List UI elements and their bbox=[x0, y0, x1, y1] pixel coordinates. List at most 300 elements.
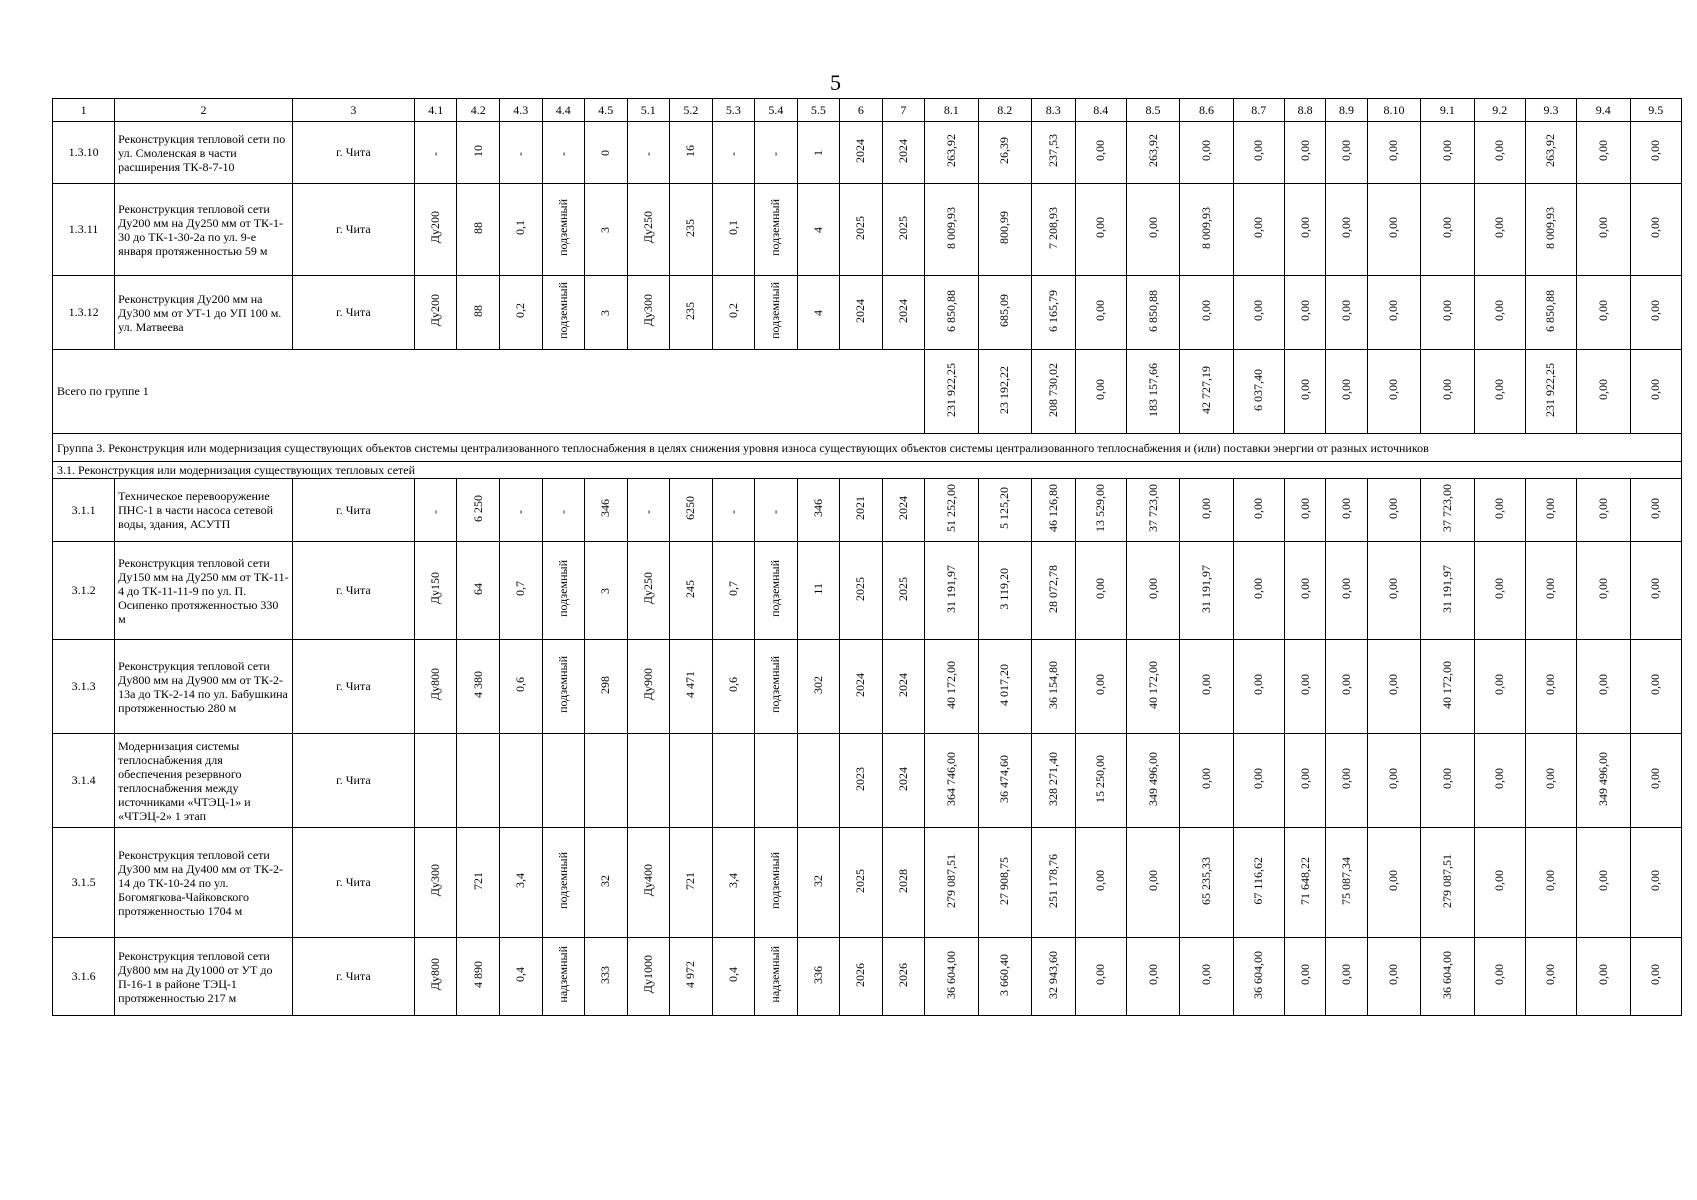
project-name: Реконструкция тепловой сети Ду800 мм на Ду900 мм от ТК-2-13а до ТК-2-14 по ул. Бабушкина протяженностью 280 м bbox=[115, 640, 293, 734]
value-text: 0,00 bbox=[1145, 964, 1160, 985]
value-text: 2023 bbox=[853, 766, 868, 791]
value-cell bbox=[978, 276, 1031, 350]
value-text: 0,00 bbox=[1648, 578, 1663, 599]
value-text: 0,00 bbox=[1251, 578, 1266, 599]
value-cell bbox=[542, 734, 585, 828]
value-text: 0,00 bbox=[1492, 870, 1507, 891]
column-number: 8.2 bbox=[978, 99, 1031, 122]
value-cell bbox=[1180, 640, 1233, 734]
value-text: 0,00 bbox=[1543, 497, 1558, 519]
value-cell bbox=[1284, 938, 1325, 1016]
project-name: Реконструкция тепловой сети Ду200 мм на Ду250 мм от ТК-1-30 до ТК-1-30-2а по ул. 9-е января протяженностью 59 м bbox=[115, 184, 293, 276]
city: г. Чита bbox=[292, 542, 414, 640]
value-text: 2024 bbox=[895, 766, 910, 791]
column-number: 9.3 bbox=[1525, 99, 1576, 122]
value-cell bbox=[627, 122, 670, 184]
value-text: Ду300 bbox=[640, 294, 655, 327]
value-text: - bbox=[513, 509, 528, 514]
value-cell bbox=[1630, 640, 1682, 734]
value-cell bbox=[1326, 350, 1367, 434]
value-cell bbox=[1474, 938, 1525, 1016]
value-text: 685,09 bbox=[997, 294, 1012, 327]
value-cell bbox=[1421, 640, 1474, 734]
value-cell bbox=[1367, 350, 1420, 434]
column-number: 5.3 bbox=[712, 99, 755, 122]
value-text: 0,7 bbox=[513, 581, 528, 596]
value-cell bbox=[712, 276, 755, 350]
value-text: 5 125,20 bbox=[997, 487, 1012, 529]
value-cell bbox=[1326, 734, 1367, 828]
value-text: 4 890 bbox=[470, 961, 485, 988]
value-text: 231 922,25 bbox=[1543, 362, 1558, 417]
value-text: 0,00 bbox=[1595, 140, 1610, 161]
value-cell bbox=[1075, 276, 1126, 350]
value-text: 0,00 bbox=[1386, 140, 1401, 161]
value-cell bbox=[1284, 350, 1325, 434]
value-cell bbox=[925, 828, 978, 938]
section-heading: Группа 3. Реконструкция или модернизация существующих объектов системы централизованного теплоснабжения в целях снижения уровня износа существующих объектов системы централизованного теплоснабжения и (или) поставки энергии от разных источников bbox=[53, 434, 1682, 462]
city: г. Чита bbox=[292, 734, 414, 828]
value-text: 263,92 bbox=[943, 134, 958, 167]
column-number: 8.1 bbox=[925, 99, 978, 122]
value-cell bbox=[1180, 350, 1233, 434]
value-text: 0,00 bbox=[1648, 217, 1663, 238]
value-text: 0,00 bbox=[1386, 870, 1401, 891]
column-number: 8.5 bbox=[1126, 99, 1179, 122]
value-cell bbox=[500, 276, 543, 350]
value-cell bbox=[542, 479, 585, 542]
value-cell bbox=[627, 479, 670, 542]
table-row bbox=[53, 276, 1682, 350]
value-cell bbox=[1577, 122, 1630, 184]
value-text: 6 165,79 bbox=[1045, 289, 1060, 332]
value-cell bbox=[978, 640, 1031, 734]
value-cell bbox=[797, 640, 840, 734]
column-number: 6 bbox=[840, 99, 883, 122]
value-text: 64 bbox=[470, 582, 485, 595]
value-text: подземный bbox=[555, 560, 570, 617]
project-name: Реконструкция тепловой сети Ду800 мм на Ду1000 от УТ до П-16-1 в районе ТЭЦ-1 протяженностью 217 м bbox=[115, 938, 293, 1016]
value-cell bbox=[925, 542, 978, 640]
value-text: 2024 bbox=[895, 298, 910, 323]
value-text: 346 bbox=[598, 499, 613, 517]
value-cell bbox=[1180, 938, 1233, 1016]
value-text: 0,00 bbox=[1595, 674, 1610, 695]
value-cell bbox=[1421, 828, 1474, 938]
value-cell bbox=[1421, 350, 1474, 434]
table-row bbox=[53, 479, 1682, 542]
value-cell bbox=[1233, 479, 1284, 542]
column-number: 5.2 bbox=[670, 99, 713, 122]
value-cell bbox=[882, 828, 925, 938]
value-text: 0,00 bbox=[1297, 578, 1312, 599]
value-text: 0,4 bbox=[513, 967, 528, 982]
value-cell bbox=[1284, 640, 1325, 734]
value-text: 27 908,75 bbox=[997, 856, 1012, 905]
value-text: 0,1 bbox=[725, 220, 740, 235]
value-cell bbox=[1630, 479, 1682, 542]
value-text: 0,00 bbox=[1251, 497, 1266, 519]
value-text: 237,53 bbox=[1045, 134, 1060, 167]
value-cell bbox=[1525, 938, 1576, 1016]
value-cell bbox=[1233, 938, 1284, 1016]
value-cell bbox=[1180, 276, 1233, 350]
value-text: 0,00 bbox=[1492, 300, 1507, 321]
value-cell bbox=[1180, 184, 1233, 276]
value-text: 0,00 bbox=[1145, 217, 1160, 238]
city: г. Чита bbox=[292, 122, 414, 184]
value-cell bbox=[1367, 184, 1420, 276]
value-cell bbox=[755, 640, 798, 734]
value-cell bbox=[1474, 479, 1525, 542]
value-text: Ду800 bbox=[428, 668, 443, 701]
value-text: подземный bbox=[768, 282, 783, 339]
value-text: 2024 bbox=[853, 138, 868, 163]
project-name: Модернизация системы теплоснабжения для обеспечения резервного теплоснабжения между источниками «ЧТЭЦ-1» и «ЧТЭЦ-2» 1 этап bbox=[115, 734, 293, 828]
section-heading-row bbox=[53, 434, 1682, 462]
value-text: 36 154,80 bbox=[1045, 660, 1060, 709]
value-text: 0,00 bbox=[1093, 964, 1108, 985]
value-text: подземный bbox=[555, 282, 570, 339]
value-cell bbox=[1032, 828, 1076, 938]
value-text: 67 116,62 bbox=[1251, 856, 1266, 905]
value-text: 0 bbox=[598, 150, 613, 156]
value-text: 0,6 bbox=[513, 677, 528, 692]
value-text: 0,00 bbox=[1543, 578, 1558, 599]
column-number: 1 bbox=[53, 99, 115, 122]
value-text: 0,00 bbox=[1297, 768, 1312, 789]
value-text: 2025 bbox=[895, 576, 910, 601]
value-text: 0,00 bbox=[1386, 217, 1401, 238]
value-cell bbox=[1075, 938, 1126, 1016]
value-text: 0,00 bbox=[1595, 964, 1610, 985]
value-cell bbox=[414, 479, 457, 542]
value-cell bbox=[1075, 734, 1126, 828]
column-number: 8.9 bbox=[1326, 99, 1367, 122]
column-number: 4.1 bbox=[414, 99, 457, 122]
value-cell bbox=[670, 184, 713, 276]
value-text: 231 922,25 bbox=[943, 362, 958, 417]
value-cell bbox=[840, 734, 883, 828]
value-cell bbox=[457, 828, 500, 938]
value-text: 0,00 bbox=[1492, 379, 1507, 400]
value-text: Ду1000 bbox=[640, 955, 655, 994]
value-cell bbox=[840, 276, 883, 350]
value-text: 0,00 bbox=[1648, 768, 1663, 789]
value-cell bbox=[1367, 828, 1420, 938]
value-cell bbox=[1233, 350, 1284, 434]
value-text: 0,00 bbox=[1093, 300, 1108, 321]
value-cell bbox=[1326, 938, 1367, 1016]
value-cell bbox=[457, 122, 500, 184]
column-number: 3 bbox=[292, 99, 414, 122]
value-cell bbox=[542, 828, 585, 938]
value-cell bbox=[1075, 184, 1126, 276]
value-text: 0,00 bbox=[1386, 674, 1401, 695]
value-text: 4 972 bbox=[683, 961, 698, 988]
value-text: 65 235,33 bbox=[1198, 856, 1213, 905]
value-cell bbox=[978, 184, 1031, 276]
value-cell bbox=[627, 276, 670, 350]
value-text: 183 157,66 bbox=[1145, 362, 1160, 417]
value-cell bbox=[1577, 938, 1630, 1016]
group-total-row bbox=[53, 350, 1682, 434]
value-text: 0,00 bbox=[1093, 870, 1108, 891]
value-cell bbox=[670, 828, 713, 938]
value-text: 2025 bbox=[853, 215, 868, 240]
value-cell bbox=[1577, 828, 1630, 938]
value-text: 0,00 bbox=[1439, 768, 1454, 789]
value-cell bbox=[414, 734, 457, 828]
table-row bbox=[53, 184, 1682, 276]
project-name: Техническое перевооружение ПНС-1 в части насоса сетевой воды, здания, АСУТП bbox=[115, 479, 293, 542]
value-cell bbox=[457, 734, 500, 828]
value-cell bbox=[670, 122, 713, 184]
value-cell bbox=[1577, 542, 1630, 640]
value-text: 4 471 bbox=[683, 671, 698, 698]
value-cell bbox=[1525, 828, 1576, 938]
value-cell bbox=[1284, 734, 1325, 828]
value-text: 0,00 bbox=[1492, 217, 1507, 238]
value-cell bbox=[414, 542, 457, 640]
value-cell bbox=[542, 542, 585, 640]
value-cell bbox=[925, 350, 978, 434]
value-cell bbox=[925, 122, 978, 184]
value-cell bbox=[1630, 542, 1682, 640]
value-cell bbox=[585, 542, 628, 640]
value-text: 0,00 bbox=[1648, 870, 1663, 891]
column-number: 4.3 bbox=[500, 99, 543, 122]
value-cell bbox=[1367, 734, 1420, 828]
value-text: 0,00 bbox=[1198, 674, 1213, 695]
value-text: 37 723,00 bbox=[1145, 484, 1160, 532]
value-cell bbox=[755, 276, 798, 350]
value-cell bbox=[978, 734, 1031, 828]
value-cell bbox=[1630, 122, 1682, 184]
value-cell bbox=[712, 542, 755, 640]
value-text: 6 850,88 bbox=[1543, 289, 1558, 332]
value-text: 800,99 bbox=[997, 211, 1012, 244]
value-text: 0,00 bbox=[1251, 300, 1266, 321]
column-number: 8.8 bbox=[1284, 99, 1325, 122]
value-text: 245 bbox=[683, 579, 698, 598]
value-cell bbox=[500, 479, 543, 542]
value-text: 6 250 bbox=[470, 494, 485, 522]
value-cell bbox=[457, 184, 500, 276]
value-text: 3,4 bbox=[513, 873, 528, 888]
value-cell bbox=[1032, 938, 1076, 1016]
value-cell bbox=[457, 276, 500, 350]
value-text: 75 087,34 bbox=[1339, 856, 1354, 905]
value-text: 32 bbox=[810, 874, 825, 887]
value-cell bbox=[882, 734, 925, 828]
value-text: 0,00 bbox=[1145, 870, 1160, 891]
value-cell bbox=[670, 542, 713, 640]
value-cell bbox=[1326, 828, 1367, 938]
value-cell bbox=[1525, 542, 1576, 640]
value-text: 32 943,60 bbox=[1045, 950, 1060, 999]
table-row bbox=[53, 938, 1682, 1016]
column-number: 9.1 bbox=[1421, 99, 1474, 122]
value-text: 0,00 bbox=[1439, 140, 1454, 161]
value-cell bbox=[585, 734, 628, 828]
value-cell bbox=[670, 938, 713, 1016]
row-number: 3.1.5 bbox=[53, 828, 115, 938]
value-text: 16 bbox=[683, 144, 698, 157]
value-text: 3 bbox=[598, 310, 613, 316]
value-cell bbox=[755, 479, 798, 542]
value-cell bbox=[1577, 640, 1630, 734]
table-row bbox=[53, 734, 1682, 828]
value-text: 0,00 bbox=[1251, 217, 1266, 238]
value-text: Ду300 bbox=[428, 864, 443, 897]
value-cell bbox=[1326, 479, 1367, 542]
column-number: 9.2 bbox=[1474, 99, 1525, 122]
value-text: 0,00 bbox=[1145, 578, 1160, 599]
row-number: 3.1.6 bbox=[53, 938, 115, 1016]
value-text: 88 bbox=[470, 304, 485, 317]
value-text: 0,00 bbox=[1543, 674, 1558, 695]
value-cell bbox=[1126, 184, 1179, 276]
value-text: 0,00 bbox=[1492, 768, 1507, 789]
value-cell bbox=[1126, 479, 1179, 542]
value-text: 0,00 bbox=[1543, 768, 1558, 789]
value-text: подземный bbox=[768, 656, 783, 713]
value-text: 0,00 bbox=[1386, 300, 1401, 321]
value-cell bbox=[1474, 640, 1525, 734]
value-text: 0,00 bbox=[1595, 578, 1610, 599]
value-cell bbox=[1630, 350, 1682, 434]
value-text: 0,00 bbox=[1297, 300, 1312, 321]
value-text: 0,00 bbox=[1339, 768, 1354, 789]
column-number: 5.5 bbox=[797, 99, 840, 122]
value-text: 2026 bbox=[895, 962, 910, 987]
value-cell bbox=[925, 479, 978, 542]
value-text: 3,4 bbox=[725, 873, 740, 888]
city: г. Чита bbox=[292, 276, 414, 350]
value-cell bbox=[1525, 640, 1576, 734]
value-text: 6250 bbox=[683, 496, 698, 520]
value-text: 2025 bbox=[853, 576, 868, 601]
value-text: 6 850,88 bbox=[943, 289, 958, 332]
value-cell bbox=[840, 122, 883, 184]
value-cell bbox=[882, 542, 925, 640]
value-cell bbox=[585, 938, 628, 1016]
row-number: 3.1.2 bbox=[53, 542, 115, 640]
value-text: 42 727,19 bbox=[1198, 365, 1213, 414]
table-row bbox=[53, 828, 1682, 938]
value-text: Ду250 bbox=[640, 572, 655, 605]
value-cell bbox=[840, 938, 883, 1016]
value-text: 23 192,22 bbox=[997, 365, 1012, 414]
value-cell bbox=[978, 350, 1031, 434]
value-cell bbox=[542, 276, 585, 350]
value-text: 0,00 bbox=[1251, 674, 1266, 695]
value-text: 32 bbox=[598, 874, 613, 887]
value-text: 0,00 bbox=[1648, 300, 1663, 321]
value-text: 0,00 bbox=[1093, 578, 1108, 599]
value-cell bbox=[1126, 938, 1179, 1016]
value-text: 0,2 bbox=[725, 303, 740, 318]
value-text: Ду200 bbox=[428, 211, 443, 244]
value-text: 0,00 bbox=[1198, 768, 1213, 789]
value-text: 0,00 bbox=[1439, 379, 1454, 400]
value-cell bbox=[882, 184, 925, 276]
value-cell bbox=[1075, 350, 1126, 434]
value-text: - bbox=[725, 152, 740, 156]
value-cell bbox=[1421, 122, 1474, 184]
value-text: 0,00 bbox=[1543, 964, 1558, 985]
value-text: - bbox=[725, 509, 740, 514]
value-text: 0,00 bbox=[1386, 578, 1401, 599]
value-text: 0,4 bbox=[725, 967, 740, 982]
value-text: 0,00 bbox=[1648, 964, 1663, 985]
value-text: 36 474,60 bbox=[997, 754, 1012, 803]
city: г. Чита bbox=[292, 640, 414, 734]
value-cell bbox=[978, 828, 1031, 938]
value-text: 40 172,00 bbox=[1439, 660, 1454, 709]
value-text: 0,00 bbox=[1386, 497, 1401, 519]
value-text: 0,00 bbox=[1595, 870, 1610, 891]
value-text: 298 bbox=[598, 675, 613, 694]
value-cell bbox=[840, 828, 883, 938]
value-cell bbox=[670, 734, 713, 828]
value-cell bbox=[1233, 828, 1284, 938]
value-text: 0,00 bbox=[1339, 964, 1354, 985]
value-text: 0,00 bbox=[1543, 870, 1558, 891]
value-text: 0,00 bbox=[1339, 140, 1354, 161]
value-text: 0,00 bbox=[1648, 674, 1663, 695]
value-text: 0,00 bbox=[1198, 964, 1213, 985]
value-text: 336 bbox=[810, 965, 825, 984]
value-cell bbox=[882, 640, 925, 734]
value-text: 0,00 bbox=[1648, 140, 1663, 161]
value-cell bbox=[1180, 542, 1233, 640]
value-cell bbox=[755, 938, 798, 1016]
value-text: 3 660,40 bbox=[997, 953, 1012, 996]
column-number: 8.4 bbox=[1075, 99, 1126, 122]
value-text: 346 bbox=[810, 499, 825, 517]
value-cell bbox=[1180, 734, 1233, 828]
value-text: - bbox=[640, 152, 655, 156]
value-cell bbox=[755, 542, 798, 640]
column-number: 7 bbox=[882, 99, 925, 122]
value-cell bbox=[1577, 276, 1630, 350]
column-number-row bbox=[53, 99, 1682, 122]
value-cell bbox=[1421, 542, 1474, 640]
value-text: 0,00 bbox=[1339, 300, 1354, 321]
value-text: 251 178,76 bbox=[1045, 853, 1060, 908]
row-number: 3.1.4 bbox=[53, 734, 115, 828]
column-number: 9.5 bbox=[1630, 99, 1682, 122]
value-cell bbox=[1032, 276, 1076, 350]
value-text: 37 723,00 bbox=[1439, 484, 1454, 532]
value-text: 0,00 bbox=[1093, 379, 1108, 400]
value-text: 0,00 bbox=[1439, 300, 1454, 321]
value-text: 2024 bbox=[895, 496, 910, 520]
value-text: 2024 bbox=[895, 672, 910, 697]
value-cell bbox=[755, 734, 798, 828]
value-cell bbox=[1032, 350, 1076, 434]
value-text: 0,00 bbox=[1339, 379, 1354, 400]
value-cell bbox=[1180, 828, 1233, 938]
city: г. Чита bbox=[292, 184, 414, 276]
value-cell bbox=[414, 828, 457, 938]
value-text: 3 bbox=[598, 227, 613, 233]
value-cell bbox=[1284, 542, 1325, 640]
value-text: 263,92 bbox=[1145, 134, 1160, 167]
value-cell bbox=[670, 479, 713, 542]
